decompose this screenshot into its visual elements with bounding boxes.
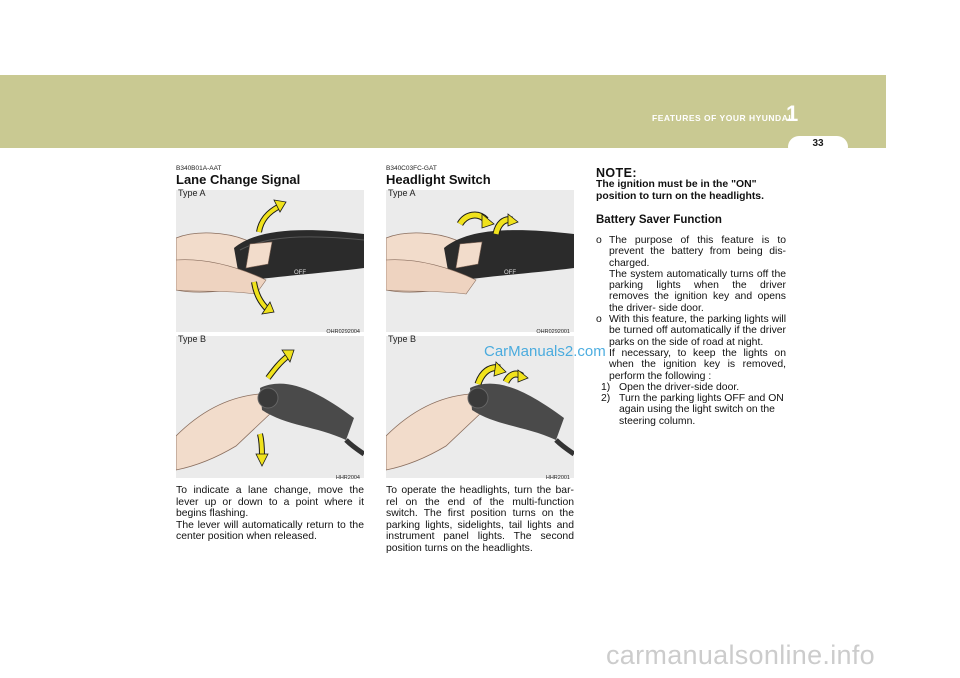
step-text: Open the driver-side door. xyxy=(619,381,740,393)
arrow-down-icon xyxy=(254,282,274,314)
type-b-label: Type B xyxy=(178,334,207,344)
note-title: NOTE: xyxy=(596,166,637,180)
lever-off-label: OFF xyxy=(504,270,516,276)
list-item xyxy=(596,314,786,382)
headlight-type-a-illustration xyxy=(386,190,574,332)
lever-off-label: OFF xyxy=(294,270,306,276)
arrow-up-icon xyxy=(268,350,294,378)
arrow-down-icon xyxy=(256,434,268,466)
type-a-label: Type A xyxy=(178,188,206,198)
headlight-figure-a xyxy=(386,188,574,335)
headlight-code: B340C03FC-GAT xyxy=(386,165,437,172)
step-number: 1) xyxy=(601,381,611,393)
list-item xyxy=(596,235,786,314)
chapter-number: 1 xyxy=(786,101,799,126)
lane-change-body: To indicate a lane change, move the lever up or down to a point where it begins flashing. The lever will automatically return to the center position when released. xyxy=(176,485,364,543)
step-number: 2) xyxy=(601,393,611,405)
site-watermark: CarManuals2.com xyxy=(484,343,606,360)
type-a-label: Type A xyxy=(388,188,416,198)
lane-change-figure-b xyxy=(176,334,364,481)
lane-change-figure-a xyxy=(176,188,364,335)
lever-type-b-illustration xyxy=(176,336,364,478)
header-band xyxy=(0,75,886,148)
note-text: The ignition must be in the "ON" position to turn on the headlights. xyxy=(596,179,764,202)
headlight-title: Headlight Switch xyxy=(386,172,491,187)
battery-saver-title: Battery Saver Function xyxy=(596,214,722,226)
figure-code: HHR2004 xyxy=(335,475,360,481)
figure-code: OHR0292004 xyxy=(326,329,360,335)
footer-watermark: carmanualsonline.info xyxy=(606,640,875,670)
rotate-arrow-icon xyxy=(460,214,494,228)
bullet-text: The purpose of this feature is to prevent the battery from being dis- charged. The system automatically turns off the parking lights when the driver removes the ignition key and opens the driver- side door. xyxy=(609,235,786,314)
bullet-mark: o xyxy=(596,235,602,246)
battery-saver-list xyxy=(596,235,786,427)
type-b-label: Type B xyxy=(388,334,417,344)
rotate-arrow-icon xyxy=(478,362,506,384)
step-text: Turn the parking lights OFF and ON again using the light switch on the steering column. xyxy=(619,393,784,427)
lever-type-a-illustration xyxy=(176,190,364,332)
bullet-mark: o xyxy=(596,314,602,326)
lane-change-code: B340B01A-AAT xyxy=(176,165,222,172)
figure-code: OHR0292001 xyxy=(536,329,570,335)
headlight-body: To operate the headlights, turn the bar- rel on the end of the multi-function switch. The first position turns on the parking lights, sidelights, tail lights and instrument panel lights. The second position turns on the headlights. xyxy=(386,485,574,554)
bullet-text: With this feature, the parking lights will be turned off automatically if the driver parks on the side of road at night. If necessary, to keep the lights on when the ignition key is removed, perform the following : xyxy=(609,314,786,382)
page-number: 33 xyxy=(788,136,848,158)
arrow-up-icon xyxy=(259,200,286,232)
step-item xyxy=(596,393,786,427)
rotate-arrow-icon xyxy=(506,370,528,382)
step-item xyxy=(596,382,786,393)
figure-code: HHR2001 xyxy=(545,475,570,481)
lane-change-title: Lane Change Signal xyxy=(176,172,301,187)
chapter-title: FEATURES OF YOUR HYUNDAI xyxy=(652,113,792,123)
